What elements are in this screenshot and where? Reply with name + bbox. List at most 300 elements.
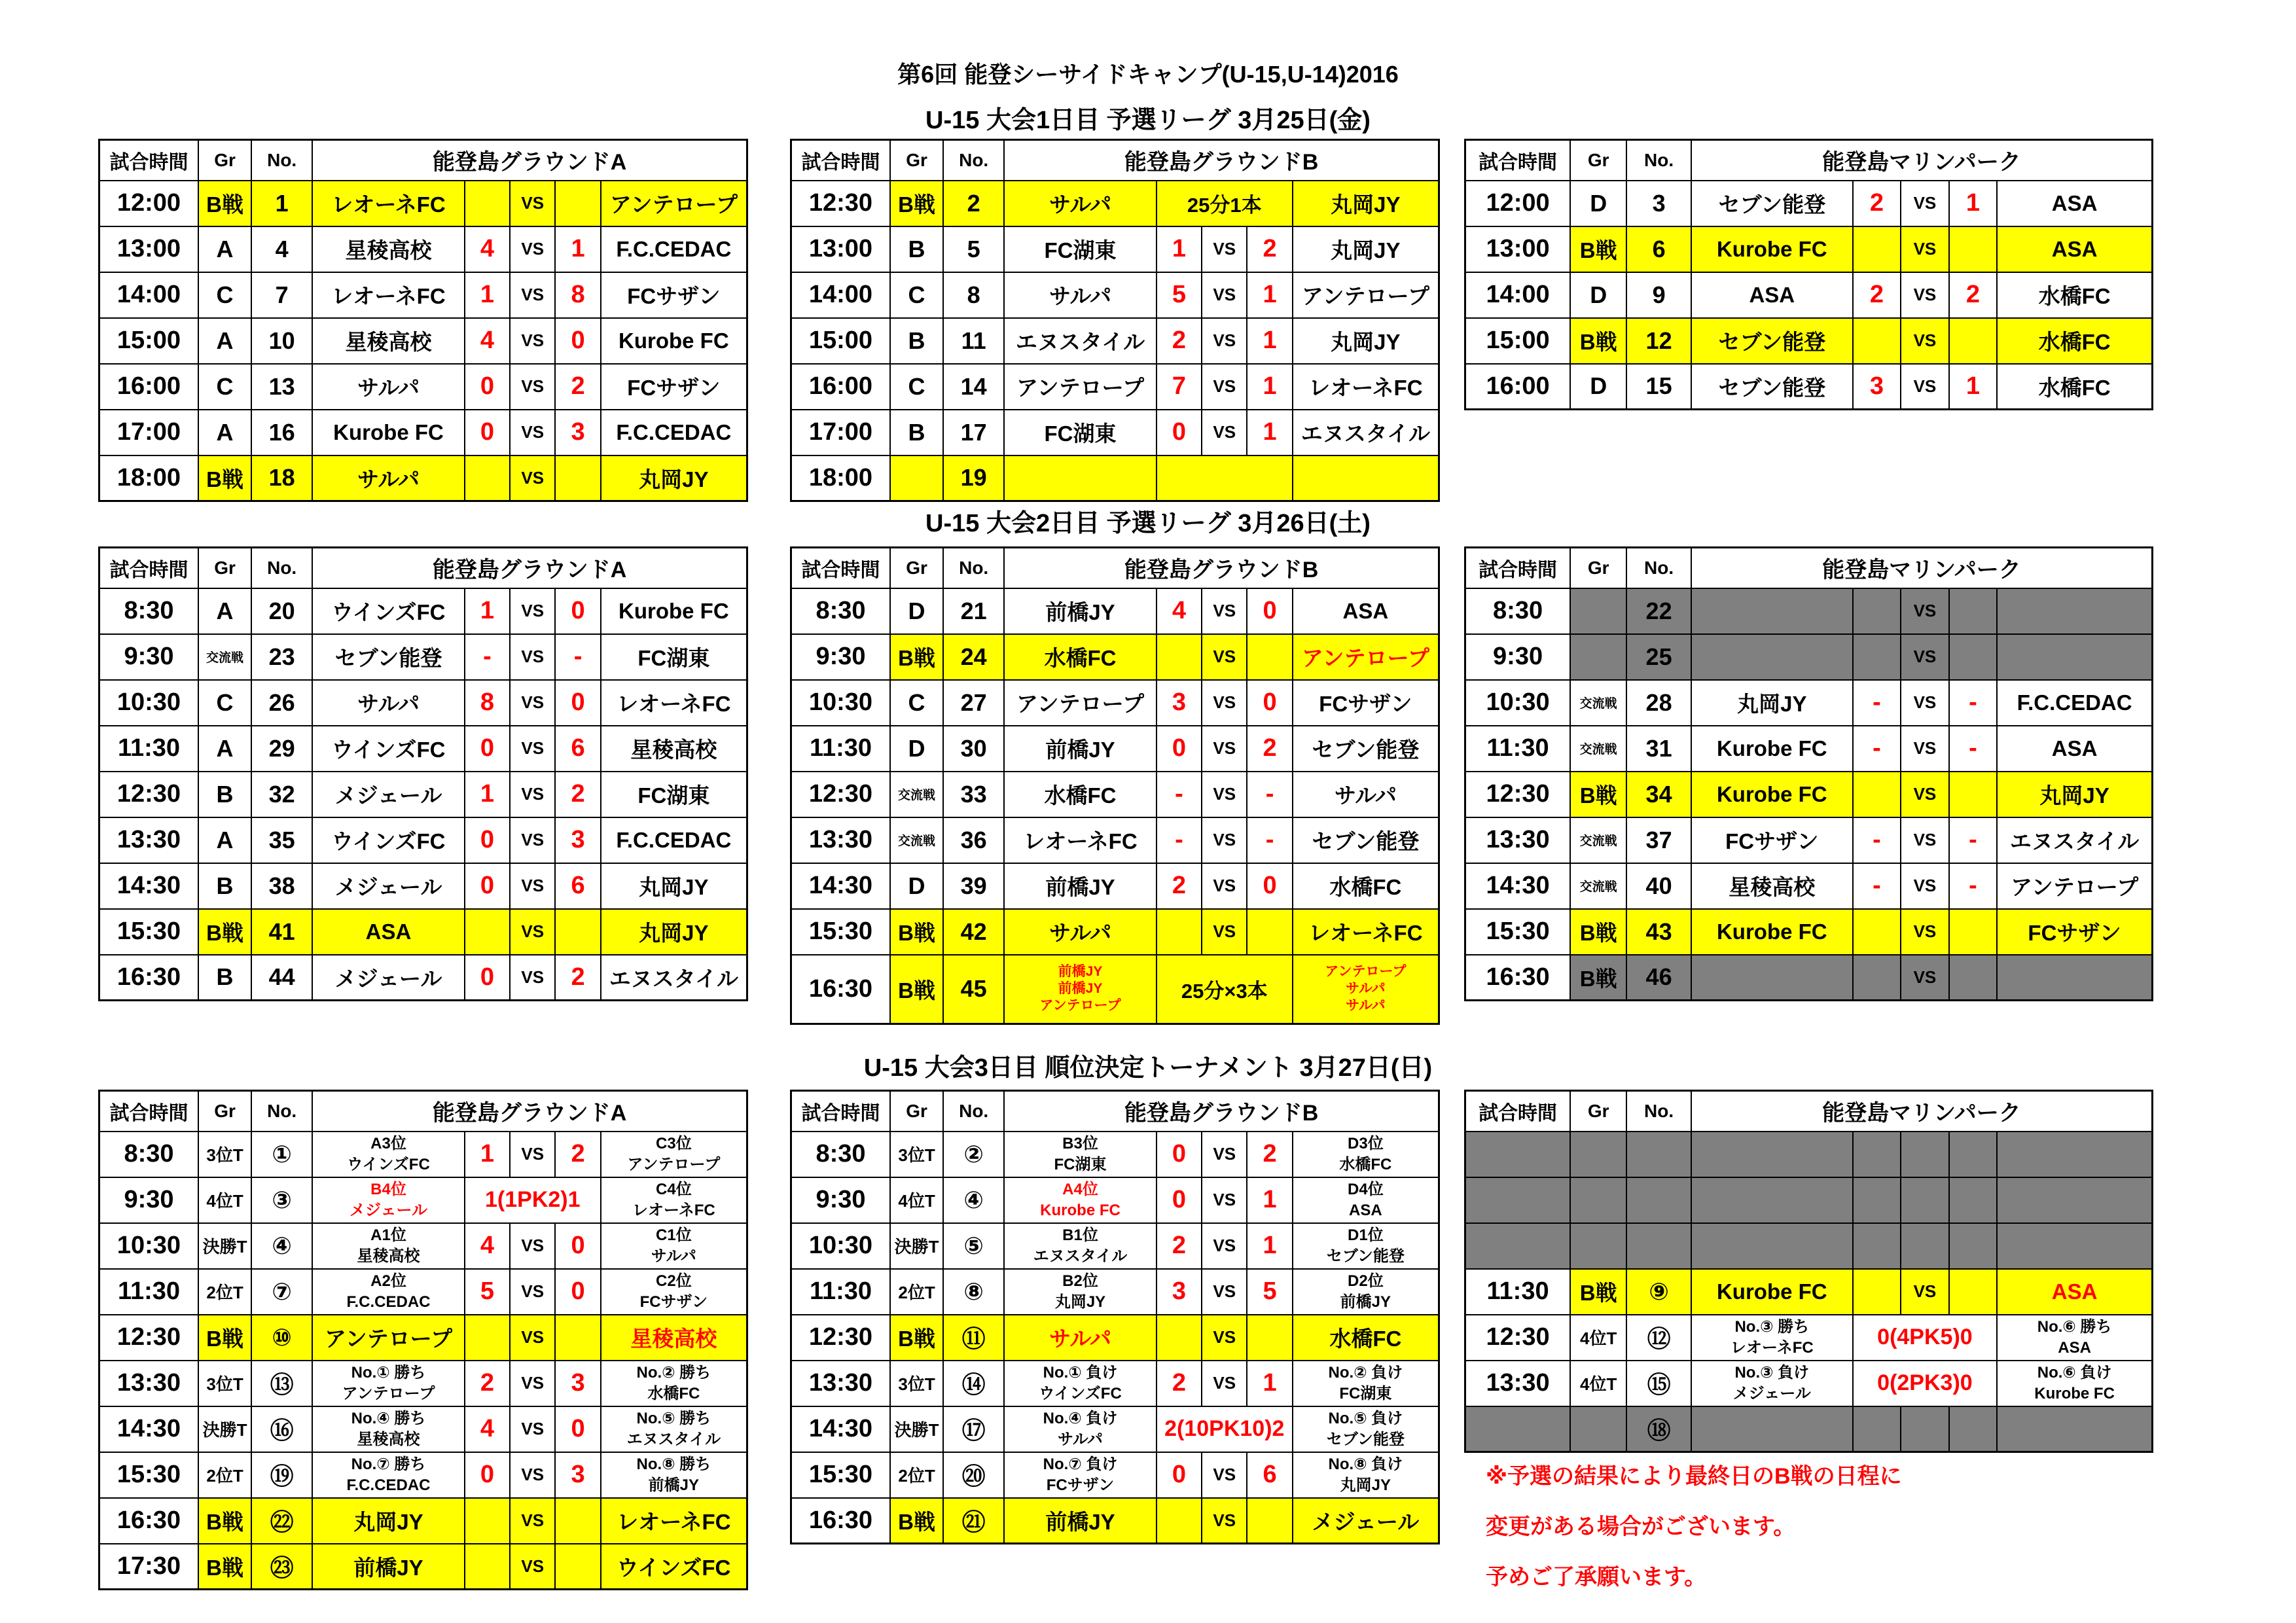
away-score-cell: 0	[1247, 680, 1292, 726]
group-cell: B戦	[198, 909, 251, 955]
vs-label: VS	[1202, 909, 1247, 955]
time-cell: 12:30	[1465, 772, 1571, 817]
note-line-2: 変更がある場合がございます。	[1486, 1514, 1796, 1539]
match-row	[99, 1223, 747, 1269]
team-name-line: レオーネFC	[1023, 829, 1138, 853]
match-no-cell: ㉒	[251, 1498, 312, 1544]
column-header-group: Gr	[1570, 140, 1626, 181]
home-team-cell	[312, 817, 465, 863]
group-cell: A	[198, 726, 251, 772]
center-info-cell	[1157, 455, 1293, 501]
away-score-cell	[1949, 588, 1998, 634]
time-cell: 14:30	[99, 1406, 198, 1452]
match-row	[99, 817, 747, 863]
group-cell: A	[198, 588, 251, 634]
home-team-cell	[1004, 1315, 1157, 1361]
match-row	[99, 1177, 747, 1223]
away-score-cell: 8	[555, 272, 600, 318]
match-row	[99, 1315, 747, 1361]
home-team-cell	[312, 1498, 465, 1544]
home-team-cell	[1004, 1406, 1157, 1452]
away-team-cell	[1997, 1361, 2152, 1406]
match-row	[99, 318, 747, 364]
vs-label: VS	[1901, 1269, 1949, 1315]
time-cell: 16:00	[791, 364, 890, 410]
home-team-cell	[1691, 1269, 1853, 1315]
team-name-line: F.C.CEDAC	[346, 1293, 431, 1311]
team-name-line: 星稜高校	[1729, 875, 1816, 899]
team-name-line: アンテロープ	[1016, 376, 1145, 400]
away-score-cell: 2	[555, 364, 600, 410]
column-header-group: Gr	[890, 1091, 943, 1132]
team-name-line: セブン能登	[334, 646, 442, 670]
group-cell: B戦	[890, 1315, 943, 1361]
match-no-cell: ⑰	[943, 1406, 1004, 1452]
group-cell: B戦	[890, 634, 943, 680]
team-name-line: Kurobe FC	[1716, 736, 1827, 760]
group-cell: B戦	[890, 955, 943, 1024]
team-name-line: サルパ	[357, 467, 420, 491]
team-name-line: 水橋FC	[2038, 375, 2111, 400]
vs-label: VS	[1202, 1452, 1247, 1498]
team-name-line: 前橋JY	[353, 1555, 423, 1580]
away-team-cell	[1293, 1498, 1439, 1544]
home-team-cell	[312, 318, 465, 364]
home-team-cell	[1691, 634, 1853, 680]
team-name-line: Kurobe FC	[1716, 1279, 1827, 1304]
away-score-cell: 0	[555, 680, 600, 726]
away-score-cell: 2	[1949, 272, 1998, 318]
column-header-group: Gr	[198, 1091, 251, 1132]
team-name-line: 丸岡JY	[639, 467, 709, 491]
home-team-cell	[1004, 1177, 1157, 1223]
group-cell: 4位T	[198, 1177, 251, 1223]
team-name-line: レオーネFC	[1308, 376, 1423, 400]
home-team-cell	[1691, 817, 1853, 863]
vs-label: VS	[1901, 680, 1949, 726]
team-name-line: 丸岡JY	[1331, 192, 1401, 217]
team-name-line: メジェール	[1312, 1509, 1420, 1534]
away-team-cell	[1293, 909, 1439, 955]
match-no-cell: 11	[943, 318, 1004, 364]
home-score-cell: 1	[465, 272, 510, 318]
vs-label: VS	[1901, 772, 1949, 817]
match-row	[791, 588, 1439, 634]
column-header-time: 試合時間	[791, 548, 890, 588]
team-name-line: 前橋JY	[1058, 981, 1103, 997]
team-name-line: D2位	[1348, 1272, 1384, 1291]
time-cell: 10:30	[791, 680, 890, 726]
column-header-no: No.	[943, 1091, 1004, 1132]
home-team-cell	[1004, 226, 1157, 272]
away-score-cell	[1247, 634, 1292, 680]
group-cell: 2位T	[198, 1452, 251, 1498]
away-team-cell	[1293, 226, 1439, 272]
match-row	[99, 726, 747, 772]
time-cell: 8:30	[791, 1132, 890, 1177]
home-team-cell	[1004, 455, 1157, 501]
team-name-line: アンテロープ	[1016, 692, 1145, 716]
home-team-cell	[1691, 272, 1853, 318]
away-score-cell: 0	[1247, 588, 1292, 634]
team-name-line: No.① 負け	[1043, 1364, 1118, 1382]
group-cell: 3位T	[890, 1361, 943, 1406]
group-cell: B戦	[198, 1544, 251, 1590]
time-cell: 13:30	[99, 817, 198, 863]
group-cell	[1570, 1223, 1626, 1269]
group-cell: C	[890, 680, 943, 726]
vs-label: VS	[1901, 955, 1949, 1001]
match-no-cell: 21	[943, 588, 1004, 634]
match-row	[791, 772, 1439, 817]
match-no-cell: 6	[1626, 226, 1691, 272]
away-team-cell	[1997, 1223, 2152, 1269]
team-name-line: メジェール	[334, 783, 442, 808]
away-team-cell	[601, 364, 747, 410]
group-cell: A	[198, 817, 251, 863]
home-team-cell	[1691, 909, 1853, 955]
schedule-table-day3-marine-park	[1464, 1090, 2153, 1453]
column-header-group: Gr	[890, 140, 943, 181]
away-team-cell	[601, 1315, 747, 1361]
away-score-cell: 1	[555, 226, 600, 272]
team-name-line: No.⑧ 勝ち	[636, 1455, 711, 1474]
time-cell: 14:30	[1465, 863, 1571, 909]
time-cell: 13:00	[99, 226, 198, 272]
team-name-line: アンテロープ	[1301, 646, 1429, 670]
away-team-cell	[1293, 1132, 1439, 1177]
away-score-cell: 0	[555, 588, 600, 634]
home-team-cell	[1004, 1132, 1157, 1177]
match-row	[791, 364, 1439, 410]
match-no-cell: ①	[251, 1132, 312, 1177]
home-team-cell	[312, 1544, 465, 1590]
match-no-cell: 36	[943, 817, 1004, 863]
home-score-cell: 1	[465, 588, 510, 634]
team-name-line: エヌスタイル	[609, 966, 739, 991]
match-no-cell: 19	[943, 455, 1004, 501]
away-team-cell	[601, 226, 747, 272]
time-cell: 9:30	[791, 634, 890, 680]
team-name-line: 前橋JY	[1340, 1293, 1391, 1311]
team-name-line: No.⑥ 負け	[2037, 1364, 2112, 1382]
time-cell: 12:00	[1465, 181, 1571, 226]
match-row	[791, 863, 1439, 909]
home-score-cell: 4	[465, 226, 510, 272]
home-team-cell	[1691, 680, 1853, 726]
away-team-cell	[1293, 1406, 1439, 1452]
away-team-cell	[601, 955, 747, 1001]
team-name-line: エヌスタイル	[2009, 829, 2140, 853]
time-cell: 16:00	[1465, 364, 1571, 410]
team-name-line: D4位	[1348, 1181, 1384, 1199]
match-row	[99, 1452, 747, 1498]
team-name-line: 水橋FC	[1044, 646, 1117, 670]
match-row	[1465, 272, 2153, 318]
away-score-cell: 2	[1247, 726, 1292, 772]
home-team-cell	[312, 1177, 465, 1223]
match-row	[99, 1132, 747, 1177]
team-name-line: FCサザン	[627, 376, 721, 400]
away-team-cell	[601, 1177, 747, 1223]
vs-label: VS	[510, 181, 555, 226]
vs-label: VS	[1202, 272, 1247, 318]
match-no-cell: ②	[943, 1132, 1004, 1177]
home-team-cell	[1004, 181, 1157, 226]
group-cell: 2位T	[198, 1269, 251, 1315]
schedule-table-day1-ground-b	[790, 139, 1440, 502]
time-cell: 13:30	[791, 817, 890, 863]
column-header-group: Gr	[198, 548, 251, 588]
match-no-cell: ㉓	[251, 1544, 312, 1590]
group-cell: C	[198, 364, 251, 410]
match-no-cell: 12	[1626, 318, 1691, 364]
vs-label: VS	[1901, 817, 1949, 863]
home-score-cell: 0	[465, 863, 510, 909]
team-name-line: ウインズFC	[331, 738, 446, 762]
team-name-line: 丸岡JY	[1054, 1293, 1106, 1311]
match-row	[99, 1406, 747, 1452]
match-row	[791, 817, 1439, 863]
team-name-line: 前橋JY	[1045, 738, 1115, 762]
home-score-cell: -	[1853, 726, 1901, 772]
team-name-line: メジェール	[349, 1201, 428, 1219]
vs-label: VS	[1901, 863, 1949, 909]
match-row	[791, 272, 1439, 318]
schedule-table-day3-ground-b	[790, 1090, 1440, 1544]
home-team-cell	[1691, 955, 1853, 1001]
match-no-cell: 18	[251, 455, 312, 501]
team-name-line: レオーネFC	[331, 284, 446, 308]
match-row	[791, 181, 1439, 226]
away-score-cell: 3	[555, 1361, 600, 1406]
match-row	[791, 318, 1439, 364]
vs-label: VS	[510, 1406, 555, 1452]
group-cell: D	[890, 863, 943, 909]
schedule-table-day3-ground-a	[98, 1090, 748, 1590]
team-name-line: サルパ	[1057, 1430, 1103, 1448]
away-team-cell	[601, 1452, 747, 1498]
group-cell: 決勝T	[890, 1406, 943, 1452]
vs-label: VS	[510, 817, 555, 863]
team-name-line: Kurobe FC	[1716, 919, 1827, 944]
team-name-line: サルパ	[1346, 998, 1386, 1014]
time-cell: 13:30	[1465, 817, 1571, 863]
away-team-cell	[1997, 817, 2152, 863]
time-cell: 10:30	[791, 1223, 890, 1269]
home-score-cell	[1853, 1223, 1901, 1269]
column-header-time: 試合時間	[791, 140, 890, 181]
team-name-line: No.⑤ 勝ち	[636, 1410, 711, 1428]
away-team-cell	[1997, 1177, 2152, 1223]
match-no-cell: ⑲	[251, 1452, 312, 1498]
match-row	[99, 680, 747, 726]
away-score-cell	[1949, 955, 1998, 1001]
time-cell: 10:30	[99, 1223, 198, 1269]
away-team-cell	[601, 1498, 747, 1544]
vs-label: VS	[510, 588, 555, 634]
home-score-cell: 0	[1157, 1452, 1202, 1498]
match-row	[99, 909, 747, 955]
match-no-cell: ⑬	[251, 1361, 312, 1406]
time-cell: 13:30	[99, 1361, 198, 1406]
match-no-cell: 25	[1626, 634, 1691, 680]
team-name-line: ASA	[2058, 1338, 2091, 1357]
away-score-cell	[1949, 772, 1998, 817]
vs-label: VS	[1202, 863, 1247, 909]
vs-label: VS	[1202, 1315, 1247, 1361]
team-name-line: No.⑦ 勝ち	[351, 1455, 426, 1474]
home-score-cell: 0	[465, 364, 510, 410]
match-no-cell: 30	[943, 726, 1004, 772]
team-name-line: FC湖東	[1044, 238, 1117, 262]
home-score-cell: 2	[1157, 1223, 1202, 1269]
home-team-cell	[1691, 772, 1853, 817]
match-no-cell: 40	[1626, 863, 1691, 909]
away-score-cell: 3	[555, 1452, 600, 1498]
time-cell: 11:30	[1465, 1269, 1571, 1315]
away-team-cell	[1293, 364, 1439, 410]
away-team-cell	[601, 909, 747, 955]
match-no-cell: 16	[251, 410, 312, 455]
group-cell: 3位T	[198, 1132, 251, 1177]
team-name-line: 星稜高校	[630, 738, 717, 762]
time-cell: 16:30	[791, 955, 890, 1024]
away-team-cell	[1997, 726, 2152, 772]
time-cell: 14:00	[791, 272, 890, 318]
home-score-cell: -	[465, 634, 510, 680]
group-cell: 2位T	[890, 1452, 943, 1498]
home-score-cell: 4	[465, 1223, 510, 1269]
venue-header: 能登島グラウンドB	[1004, 548, 1439, 588]
match-row	[791, 1177, 1439, 1223]
schedule-table-day2-ground-a	[98, 546, 748, 1001]
team-name-line: No.③ 負け	[1734, 1364, 1810, 1382]
team-name-line: B4位	[370, 1181, 406, 1199]
match-row	[1465, 1315, 2153, 1361]
vs-label: VS	[1202, 1361, 1247, 1406]
group-cell: A	[198, 226, 251, 272]
home-score-cell: 3	[1853, 364, 1901, 410]
home-score-cell: 0	[1157, 1177, 1202, 1223]
away-score-cell	[555, 181, 600, 226]
match-no-cell: 32	[251, 772, 312, 817]
group-cell: B戦	[198, 181, 251, 226]
match-no-cell: 23	[251, 634, 312, 680]
section-heading-day3: U-15 大会3日目 順位決定トーナメント 3月27日(日)	[863, 1054, 1433, 1082]
team-name-line: A4位	[1062, 1181, 1098, 1199]
home-score-cell: 0	[465, 1452, 510, 1498]
schedule-table-day2-marine-park	[1464, 546, 2153, 1001]
away-score-cell	[1949, 1132, 1998, 1177]
match-no-cell: ④	[251, 1223, 312, 1269]
home-score-cell	[1853, 588, 1901, 634]
team-name-line: セブン能登	[1718, 330, 1826, 354]
time-cell: 17:00	[99, 410, 198, 455]
match-row	[791, 1269, 1439, 1315]
match-row	[1465, 955, 2153, 1001]
group-cell	[1570, 1406, 1626, 1452]
home-team-cell	[1691, 1223, 1853, 1269]
team-name-line: A1位	[370, 1226, 406, 1245]
team-name-line: ウインズFC	[617, 1555, 731, 1580]
away-score-cell: 1	[1247, 1361, 1292, 1406]
time-cell: 8:30	[99, 1132, 198, 1177]
vs-label: VS	[1202, 1498, 1247, 1544]
home-team-cell	[312, 1223, 465, 1269]
vs-label: VS	[1202, 1223, 1247, 1269]
match-row	[1465, 680, 2153, 726]
time-cell: 16:30	[99, 955, 198, 1001]
home-score-cell: 2	[1157, 863, 1202, 909]
home-team-cell	[1004, 634, 1157, 680]
match-no-cell: ⑦	[251, 1269, 312, 1315]
time-cell: 16:30	[1465, 955, 1571, 1001]
time-cell: 12:30	[99, 1315, 198, 1361]
match-row	[1465, 318, 2153, 364]
home-score-cell: 4	[465, 318, 510, 364]
team-name-line: No.② 負け	[1328, 1364, 1403, 1382]
away-score-cell: 6	[555, 726, 600, 772]
team-name-line: FCサザン	[627, 284, 721, 308]
match-no-cell	[1626, 1223, 1691, 1269]
home-score-cell: 2	[465, 1361, 510, 1406]
team-name-line: 丸岡JY	[1331, 330, 1401, 354]
team-name-line: FCサザン	[1725, 829, 1819, 853]
group-cell: A	[198, 318, 251, 364]
team-name-line: No.③ 勝ち	[1734, 1318, 1810, 1336]
team-name-line: 星稜高校	[357, 1247, 420, 1265]
match-row	[791, 455, 1439, 501]
match-no-cell: 37	[1626, 817, 1691, 863]
column-header-group: Gr	[1570, 548, 1626, 588]
match-no-cell: ⑫	[1626, 1315, 1691, 1361]
page-title: 第6回 能登シーサイドキャンプ(U-15,U-14)2016	[897, 61, 1399, 88]
away-team-cell	[1293, 680, 1439, 726]
team-name-line: C2位	[656, 1272, 692, 1291]
vs-label: VS	[510, 226, 555, 272]
away-team-cell	[601, 1132, 747, 1177]
match-no-cell: 10	[251, 318, 312, 364]
time-cell: 17:30	[99, 1544, 198, 1590]
time-cell: 9:30	[791, 1177, 890, 1223]
group-cell: B戦	[1570, 772, 1626, 817]
team-name-line: サルパ	[651, 1247, 696, 1265]
vs-label: VS	[510, 680, 555, 726]
team-name-line: メジェール	[1732, 1384, 1811, 1402]
match-no-cell: ⑯	[251, 1406, 312, 1452]
away-score-cell: -	[1247, 772, 1292, 817]
team-name-line: アンテロープ	[1039, 998, 1121, 1014]
team-name-line: エヌスタイル	[1300, 421, 1431, 446]
home-team-cell	[1691, 318, 1853, 364]
match-row	[1465, 588, 2153, 634]
vs-label: VS	[510, 1223, 555, 1269]
vs-label: VS	[1901, 909, 1949, 955]
team-name-line: FC湖東	[1054, 1155, 1107, 1173]
match-no-cell: 9	[1626, 272, 1691, 318]
time-cell	[1465, 1132, 1571, 1177]
away-score-cell	[1247, 1315, 1292, 1361]
away-team-cell	[601, 1361, 747, 1406]
group-cell: 決勝T	[890, 1223, 943, 1269]
match-row	[791, 1361, 1439, 1406]
group-cell: B戦	[198, 1315, 251, 1361]
group-cell: D	[1570, 364, 1626, 410]
match-no-cell: 24	[943, 634, 1004, 680]
time-cell: 12:30	[1465, 1315, 1571, 1361]
time-cell: 12:30	[791, 772, 890, 817]
